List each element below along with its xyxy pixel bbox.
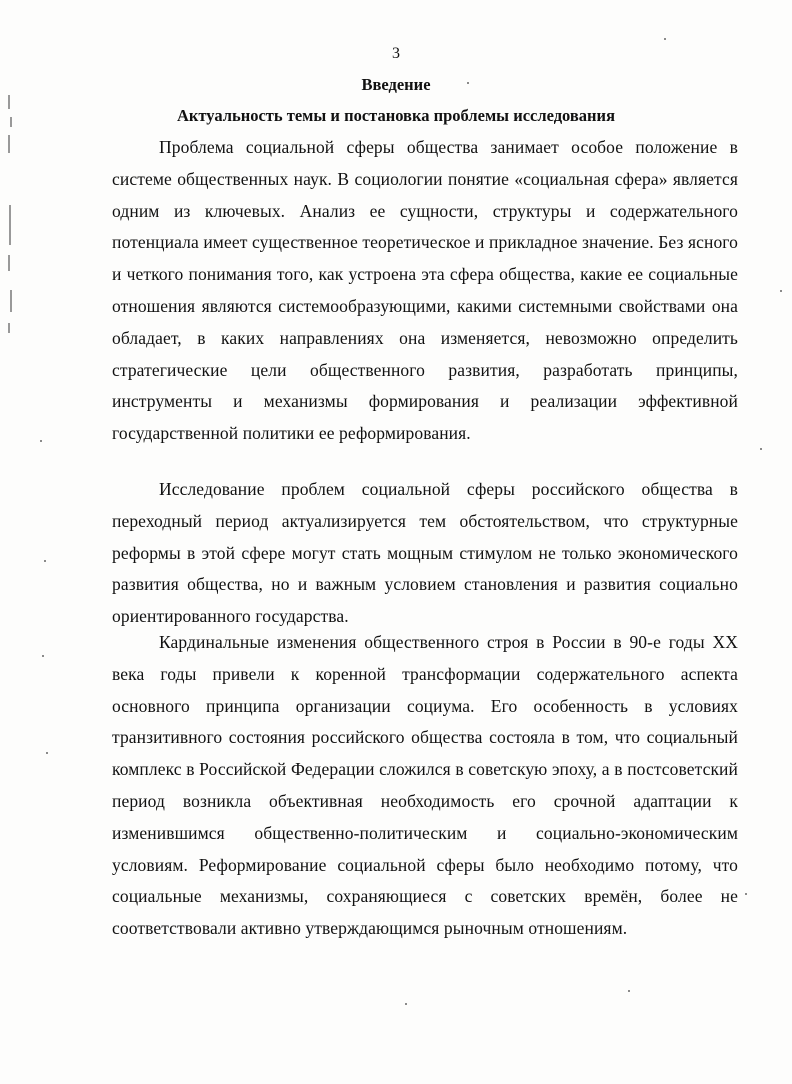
scan-speck bbox=[745, 893, 747, 895]
scan-speck bbox=[780, 290, 782, 292]
paragraph-text: Проблема социальной сферы общества занимает особое положение в системе общественных наук. В социологии понятие «социальная сфера» является одним из ключевых. Анализ ее сущности, структуры и содержательного потенциала имеет существенное теоретическое и прикладное значение. Без ясного и четкого понимания того, как устроена эта сфера общества, какие ее социальные отношения являются системообразующими, какими системными свойствами она обладает, в каких направлениях она изменяется, невозможно определить стратегические цели общественного развития, разработать принципы, инструменты и механизмы формирования и реализации эффективной государственной политики ее реформирования. bbox=[112, 137, 738, 444]
scan-speck bbox=[760, 448, 762, 450]
paragraph-text: Исследование проблем социальной сферы российского общества в переходный период актуализируется тем обстоятельством, что структурные реформы в этой сфере могут стать мощным стимулом не только экономического развития общества, но и важным условием становления и развития социально ориентированного государства. bbox=[112, 479, 738, 627]
paragraph-3 bbox=[112, 627, 738, 945]
scan-margin-artifact bbox=[8, 95, 14, 345]
scan-speck bbox=[664, 38, 666, 40]
paragraph-2 bbox=[112, 474, 738, 633]
scan-speck bbox=[44, 560, 46, 562]
scan-speck bbox=[40, 440, 42, 442]
scan-speck bbox=[628, 990, 630, 992]
section-heading: Введение bbox=[361, 75, 431, 94]
scan-speck bbox=[42, 655, 44, 657]
paragraph-text: Кардинальные изменения общественного строя в России в 90-е годы XX века годы привели к коренной трансформации содержательного аспекта основного принципа организации социума. Его особенность в условиях транзитивного состояния российского общества состояла в том, что социальный комплекс в Российской Федерации сложился в советскую эпоху, а в постсоветский период возникла объективная необходимость его срочной адаптации к изменившимся общественно-политическим и социально-экономическим условиям. Реформирование социальной сферы было необходимо потому, что социальные механизмы, сохраняющиеся с советских времён, более не соответствовали активно утверждающимся рыночным отношениям. bbox=[112, 632, 738, 939]
paragraph-1 bbox=[112, 132, 738, 450]
section-subheading: Актуальность темы и постановка проблемы исследования bbox=[177, 106, 615, 125]
page-number: 3 bbox=[392, 45, 400, 62]
scan-speck bbox=[405, 1003, 407, 1005]
scan-speck bbox=[46, 752, 48, 754]
